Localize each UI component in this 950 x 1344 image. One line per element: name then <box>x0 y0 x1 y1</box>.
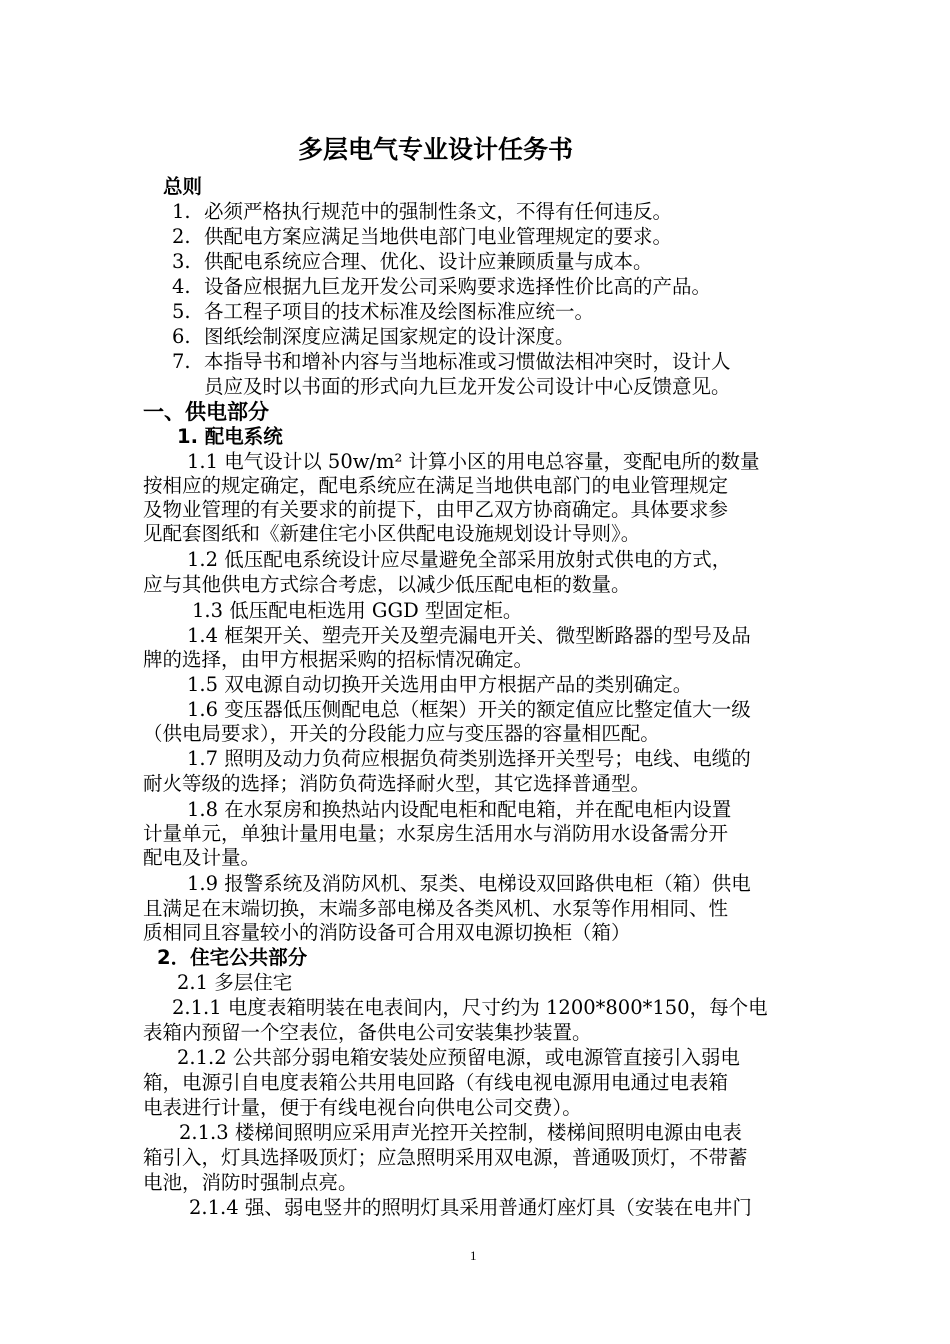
document-title: 多层电气专业设计任务书 <box>298 135 574 164</box>
general-item-7-continuation: 员应及时以书面的形式向九巨龙开发公司设计中心反馈意见。 <box>204 375 731 398</box>
paragraph-line: 1.3 低压配电柜选用 GGD 型固定柜。 <box>192 599 523 622</box>
paragraph-line: 应与其他供电方式综合考虑，以减少低压配电柜的数量。 <box>143 573 631 596</box>
item-number: 4. <box>172 275 191 298</box>
item-number: 6. <box>172 325 191 348</box>
paragraph-line: 箱引入，灯具选择吸顶灯；应急照明采用双电源，普通吸顶灯，不带蓄 <box>143 1146 748 1169</box>
paragraph-line: 1.2 低压配电系统设计应尽量避免全部采用放射式供电的方式， <box>187 548 732 571</box>
paragraph-line: 1.5 双电源自动切换开关选用由甲方根据产品的类别确定。 <box>187 673 693 696</box>
paragraph-line: 电表进行计量，便于有线电视台向供电公司交费）。 <box>143 1096 582 1119</box>
general-item-2 <box>172 224 672 250</box>
paragraph-line: 2.1.4 强、弱电竖井的照明灯具采用普通灯座灯具（安装在电井门 <box>189 1196 752 1219</box>
general-item-5 <box>172 299 594 325</box>
paragraph-line: 计量单元，单独计量用电量；水泵房生活用水与消防用水设备需分开 <box>143 822 729 845</box>
paragraph-line: 配电及计量。 <box>143 846 261 869</box>
paragraph-line: 2.1.2 公共部分弱电箱安装处应预留电源，或电源管直接引入弱电 <box>177 1046 740 1069</box>
subsection-1-heading: 1. 配电系统 <box>177 425 283 448</box>
item-number: 7. <box>172 350 191 373</box>
item-text: 设备应根据九巨龙开发公司采购要求选择性价比高的产品。 <box>204 275 712 298</box>
paragraph-line: 1.7 照明及动力负荷应根据负荷类别选择开关型号；电线、电缆的 <box>187 747 751 770</box>
paragraph-line: 且满足在末端切换，末端多部电梯及各类风机、水泵等作用相同、性 <box>143 897 729 920</box>
paragraph-line: 1.1 电气设计以 50w/m² 计算小区的用电总容量，变配电所的数量 <box>187 450 760 473</box>
general-item-3 <box>172 249 653 275</box>
paragraph-line: 1.6 变压器低压侧配电总（框架）开关的额定值应比整定值大一级 <box>187 698 751 721</box>
item-number: 1. <box>172 200 191 223</box>
general-item-1 <box>172 199 672 225</box>
page-number: 1 <box>470 1248 477 1263</box>
item-text: 供配电方案应满足当地供电部门电业管理规定的要求。 <box>204 225 673 248</box>
paragraph-line: 按相应的规定确定，配电系统应在满足当地供电部门的电业管理规定 <box>143 474 729 497</box>
item-text: 必须严格执行规范中的强制性条文，不得有任何违反。 <box>204 200 673 223</box>
paragraph-line: 电池，消防时强制点亮。 <box>143 1171 358 1194</box>
paragraph-line: 见配套图纸和《新建住宅小区供配电设施规划设计导则》。 <box>143 522 641 545</box>
paragraph-line: 1.9 报警系统及消防风机、泵类、电梯设双回路供电柜（箱）供电 <box>187 872 751 895</box>
item-number: 2. <box>172 225 191 248</box>
item-text: 供配电系统应合理、优化、设计应兼顾质量与成本。 <box>204 250 653 273</box>
item-text: 本指导书和增补内容与当地标准或习惯做法相冲突时，设计人 <box>204 350 731 373</box>
item-text: 图纸绘制深度应满足国家规定的设计深度。 <box>204 325 575 348</box>
subsection-2-heading: 2．住宅公共部分 <box>157 946 308 969</box>
paragraph-line: 及物业管理的有关要求的前提下，由甲乙双方协商确定。具体要求参 <box>143 498 729 521</box>
item-number: 5. <box>172 300 191 323</box>
paragraph-line: 2.1.3 楼梯间照明应采用声光控开关控制，楼梯间照明电源由电表 <box>179 1121 742 1144</box>
subsection-2-1-label: 2.1 多层住宅 <box>177 971 293 994</box>
item-text: 各工程子项目的技术标准及绘图标准应统一。 <box>204 300 595 323</box>
general-item-7 <box>172 349 731 375</box>
item-number: 3. <box>172 250 191 273</box>
section-1-heading: 一、供电部分 <box>143 400 269 424</box>
paragraph-line: 1.8 在水泵房和换热站内设配电柜和配电箱，并在配电柜内设置 <box>187 798 732 821</box>
paragraph-line: 耐火等级的选择；消防负荷选择耐火型，其它选择普通型。 <box>143 772 651 795</box>
paragraph-line: （供电局要求），开关的分段能力应与变压器的容量相匹配。 <box>143 722 660 745</box>
paragraph-line: 牌的选择，由甲方根据采购的招标情况确定。 <box>143 648 534 671</box>
general-heading: 总则 <box>163 175 203 198</box>
paragraph-line: 1.4 框架开关、塑壳开关及塑壳漏电开关、微型断路器的型号及品 <box>187 624 751 647</box>
general-item-6 <box>172 324 575 350</box>
paragraph-line: 2.1.1 电度表箱明装在电表间内，尺寸约为 1200*800*150，每个电 <box>172 996 768 1019</box>
paragraph-line: 表箱内预留一个空表位，备供电公司安装集抄装置。 <box>143 1021 592 1044</box>
general-item-4 <box>172 274 711 300</box>
paragraph-line: 质相同且容量较小的消防设备可合用双电源切换柜（箱） <box>143 921 631 944</box>
paragraph-line: 箱，电源引自电度表箱公共用电回路（有线电视电源用电通过电表箱 <box>143 1071 729 1094</box>
